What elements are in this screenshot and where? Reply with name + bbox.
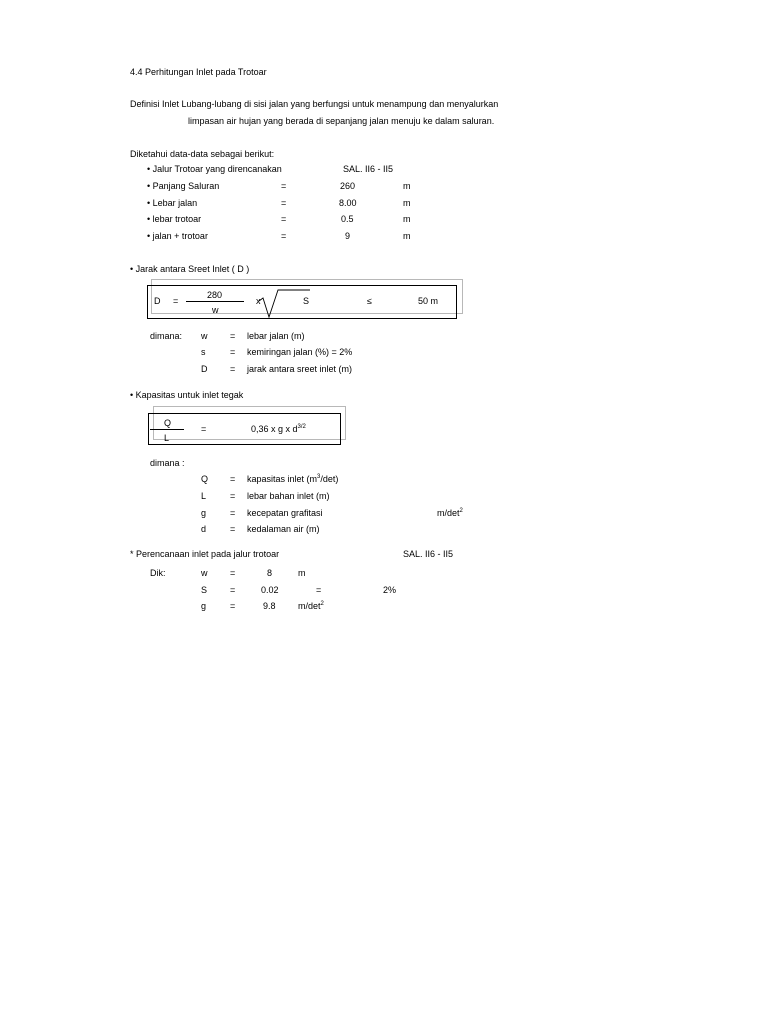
dik-symbol: g (201, 601, 207, 611)
known-item-label: • jalan + trotoar (147, 231, 208, 241)
design-segment: SAL. II6 - II5 (403, 549, 454, 559)
where-symbol: w (201, 331, 208, 341)
formula-limit: 50 m (418, 296, 439, 306)
known-item-label: • Panjang Saluran (147, 181, 220, 191)
capacity-denominator: L (164, 433, 170, 443)
dik-unit: m (298, 568, 306, 578)
capacity-equals: = (201, 424, 207, 434)
dik-symbol: S (201, 585, 208, 595)
spacing-where-label: dimana: (150, 331, 183, 341)
known-item-unit: m (403, 231, 411, 241)
capacity-rhs: 0,36 x g x $d^{3/2}$ (251, 424, 306, 434)
known-item-value: 0.5 (341, 214, 354, 224)
where-eq: = (230, 474, 236, 484)
dik-symbol: w (201, 568, 208, 578)
where-eq: = (230, 331, 236, 341)
capacity-numerator: Q (164, 418, 172, 428)
formula-lhs: D (154, 296, 161, 306)
known-item-unit: m (403, 214, 411, 224)
known-item-eq: = (281, 231, 287, 241)
section-heading: 4.4 Perhitungan Inlet pada Trotoar (130, 67, 267, 77)
where-desc: lebar bahan inlet (m) (247, 491, 330, 501)
known-item-value: 9 (345, 231, 351, 241)
dik-unit: $m/\det^2$ (298, 601, 324, 611)
where-eq: = (230, 347, 236, 357)
known-item-value: 260 (340, 181, 356, 191)
formula-radicand: S (303, 296, 310, 306)
design-title: * Perencanaan inlet pada jalur trotoar (130, 549, 280, 559)
dik-eq: = (230, 585, 236, 595)
where-desc: kemiringan jalan (%) = 2% (247, 347, 353, 357)
known-item-eq: = (281, 181, 287, 191)
known-item-unit: m (403, 198, 411, 208)
where-eq: = (230, 364, 236, 374)
formula-times: x (256, 296, 261, 306)
where-desc: lebar jalan (m) (247, 331, 305, 341)
fraction-bar (150, 429, 184, 430)
known-item-value: 8.00 (339, 198, 357, 208)
where-desc: kedalaman air (m) (247, 524, 320, 534)
where-desc: kecepatan grafitasi (247, 508, 323, 518)
formula-denominator: w (212, 305, 219, 315)
where-symbol: s (201, 347, 206, 357)
known-item-unit: m (403, 181, 411, 191)
dik-eq-2: = (316, 585, 322, 595)
where-symbol: Q (201, 474, 209, 484)
dik-eq: = (230, 568, 236, 578)
where-unit: $m/\det^2$ (437, 508, 463, 518)
dik-eq: = (230, 601, 236, 611)
formula-leq: ≤ (367, 296, 372, 306)
dik-value: 0.02 (261, 585, 279, 595)
capacity-where-label: dimana : (150, 458, 185, 468)
dik-value: 8 (267, 568, 273, 578)
where-symbol: d (201, 524, 207, 534)
where-eq: = (230, 508, 236, 518)
known-item-value: SAL. II6 - II5 (343, 164, 394, 174)
known-item-label: • Jalur Trotoar yang direncanakan (147, 164, 282, 174)
where-symbol: g (201, 508, 207, 518)
formula-numerator: 280 (207, 290, 223, 300)
dik-value: 9.8 (263, 601, 276, 611)
where-symbol: D (201, 364, 208, 374)
fraction-bar (186, 301, 244, 302)
where-eq: = (230, 524, 236, 534)
exponent: 3/2 (297, 424, 306, 430)
known-item-eq: = (281, 198, 287, 208)
where-eq: = (230, 491, 236, 501)
capacity-title: • Kapasitas untuk inlet tegak (130, 390, 244, 400)
formula-equals: = (173, 296, 179, 306)
known-item-eq: = (281, 214, 287, 224)
known-item-label: • Lebar jalan (147, 198, 198, 208)
where-desc: jarak antara sreet inlet (m) (247, 364, 353, 374)
dik-label: Dik: (150, 568, 166, 578)
known-data-intro: Diketahui data-data sebagai berikut: (130, 149, 275, 159)
definition-line-1: Definisi Inlet Lubang-lubang di sisi jalan yang berfungsi untuk menampung dan menyalurkan (130, 99, 499, 109)
where-desc: kapasitas inlet $(m^3/\det)$ (247, 474, 339, 484)
where-symbol: L (201, 491, 207, 501)
known-item-label: • lebar trotoar (147, 214, 202, 224)
spacing-title: • Jarak antara Sreet Inlet ( D ) (130, 264, 250, 274)
definition-line-2: limpasan air hujan yang berada di sepanjang jalan menuju ke dalam saluran. (188, 116, 495, 126)
dik-percent: 2% (383, 585, 397, 595)
